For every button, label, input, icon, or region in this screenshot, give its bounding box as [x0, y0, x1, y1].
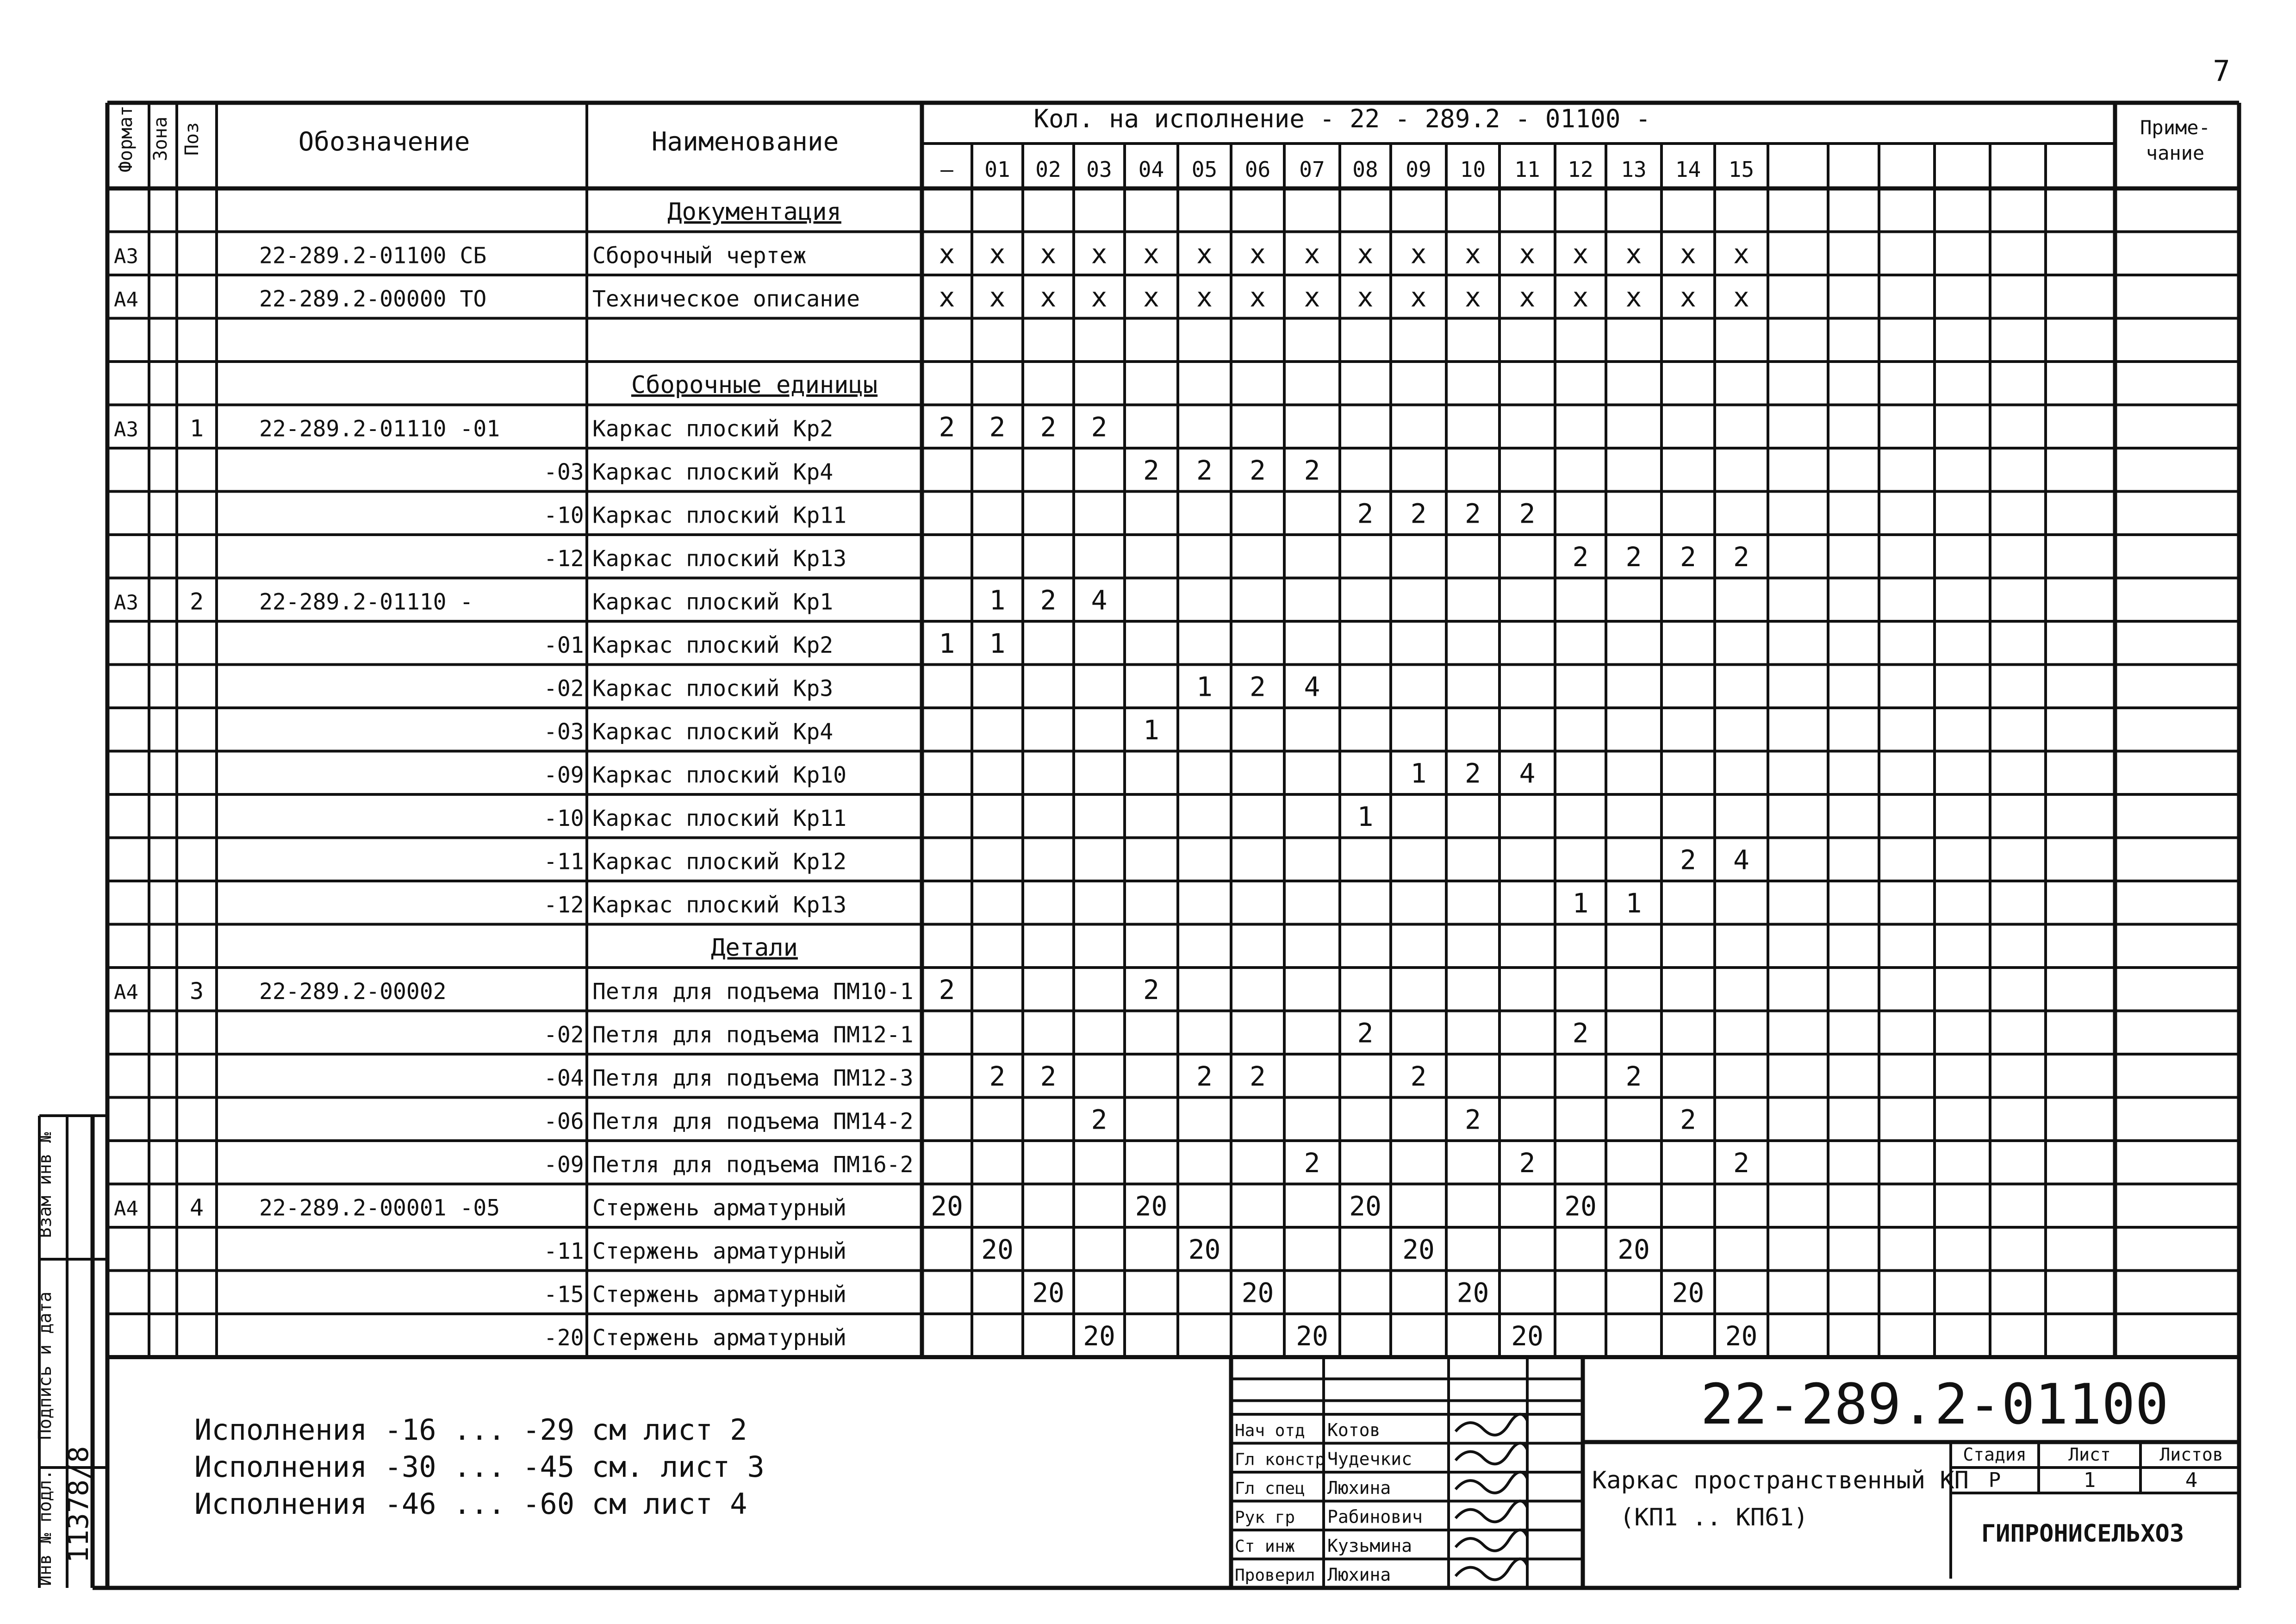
quantity-cell: 1	[1143, 714, 1159, 746]
side-stamp-inv-number: 11378/8	[62, 1446, 95, 1563]
signature-name: Люхина	[1327, 1564, 1391, 1585]
row-designation: -03	[544, 459, 584, 485]
header-pos: Поз	[181, 122, 203, 156]
organization: ГИПРОНИСЕЛЬХОЗ	[1981, 1520, 2184, 1548]
stage-label: Стадия	[1963, 1444, 2027, 1465]
signature-name: Кузьмина	[1327, 1536, 1412, 1556]
table-row	[544, 758, 1535, 789]
applies-mark: x	[989, 238, 1006, 270]
table-row	[544, 1320, 1757, 1352]
table-row	[711, 934, 798, 962]
page-number: 7	[2213, 54, 2230, 88]
table-body	[114, 198, 1757, 1352]
quantity-cell: 2	[1143, 974, 1159, 1006]
row-name: Петля для подъема ПМ10-1	[592, 979, 914, 1005]
header-name: Наименование	[651, 127, 839, 157]
quantity-cell: 2	[1625, 541, 1642, 573]
quantity-cell: 2	[1680, 1104, 1696, 1136]
applies-mark: x	[1304, 281, 1320, 313]
applies-mark: x	[1519, 238, 1536, 270]
quantity-cell: 2	[1040, 411, 1057, 443]
quantity-cell: 20	[1241, 1277, 1274, 1309]
table-row	[544, 455, 1320, 486]
table-row	[631, 371, 877, 399]
row-designation: -11	[544, 849, 584, 875]
note-line-3: Исполнения -46 ... -60 см лист 4	[194, 1487, 747, 1521]
row-name: Каркас плоский Кр4	[592, 719, 834, 745]
quantity-cell: 2	[1410, 1061, 1427, 1092]
signature-scribble	[1456, 1559, 1527, 1580]
table-row	[114, 585, 1107, 616]
table-row	[544, 1104, 1696, 1136]
row-name: Каркас плоский Кр2	[592, 632, 834, 658]
quantity-cell: 20	[1402, 1234, 1435, 1265]
row-designation: 22-289.2-00002	[259, 979, 447, 1005]
row-position: 4	[189, 1194, 204, 1221]
quantity-cell: 1	[1625, 887, 1642, 919]
applies-mark: x	[1733, 281, 1749, 313]
table-row	[544, 1061, 1642, 1092]
table-row	[114, 238, 1749, 270]
row-name: Сборочный чертеж	[592, 243, 807, 269]
row-position: 2	[189, 588, 204, 615]
header-zone: Зона	[150, 116, 171, 162]
signature-scribble	[1456, 1414, 1527, 1435]
row-designation: -02	[544, 1022, 584, 1048]
row-format: А3	[114, 591, 138, 615]
header	[115, 54, 2230, 172]
variant-label: 12	[1568, 157, 1593, 182]
sheets-label: Листов	[2159, 1444, 2223, 1465]
variant-label: 02	[1035, 157, 1061, 182]
row-name: Петля для подъема ПМ14-2	[592, 1108, 914, 1135]
applies-mark: x	[1304, 238, 1320, 270]
row-designation: -12	[544, 892, 584, 918]
quantity-cell: 20	[1349, 1190, 1381, 1222]
quantity-cell: 2	[1465, 757, 1481, 789]
quantity-cell: 2	[1357, 1017, 1374, 1049]
variant-label: 13	[1621, 157, 1647, 182]
quantity-cell: 1	[1410, 757, 1427, 789]
row-designation: 22-289.2-00001 -05	[259, 1195, 500, 1221]
quantity-cell: 20	[1296, 1320, 1328, 1352]
quantity-cell: 2	[1304, 1147, 1320, 1179]
quantity-cell: 1	[989, 584, 1006, 616]
quantity-cell: 20	[1564, 1190, 1597, 1222]
row-name: Каркас плоский Кр4	[592, 459, 834, 485]
quantity-cell: 2	[1680, 541, 1696, 573]
quantity-cell: 2	[1519, 1147, 1536, 1179]
table-row	[544, 671, 1320, 703]
table-row	[544, 1234, 1650, 1265]
signature-role: Проверил	[1235, 1566, 1315, 1585]
table-row	[544, 801, 1373, 832]
variant-label: 09	[1406, 157, 1431, 182]
quantity-cell: 2	[1733, 541, 1749, 573]
row-format: А4	[114, 981, 138, 1004]
row-format: А3	[114, 418, 138, 442]
signature-name: Котов	[1327, 1420, 1381, 1440]
signature-scribble	[1456, 1530, 1527, 1551]
table-row	[544, 1018, 1588, 1049]
quantity-cell: 2	[1143, 455, 1159, 486]
applies-mark: x	[1465, 281, 1481, 313]
quantity-cell: 20	[1032, 1277, 1064, 1309]
row-format: А4	[114, 288, 138, 312]
quantity-cell: 2	[939, 411, 955, 443]
quantity-cell: 1	[1196, 671, 1213, 703]
signature-role: Гл спец	[1235, 1479, 1305, 1498]
applies-mark: x	[1733, 238, 1749, 270]
quantity-cell: 20	[1511, 1320, 1543, 1352]
note-line-2: Исполнения -30 ... -45 см. лист 3	[194, 1450, 765, 1484]
row-designation: -11	[544, 1238, 584, 1264]
quantity-cell: 2	[1250, 671, 1266, 703]
row-designation: -20	[544, 1325, 584, 1351]
quantity-cell: 2	[1680, 844, 1696, 876]
table-row	[544, 498, 1535, 530]
signature-table	[1231, 1357, 1583, 1588]
row-designation: -09	[544, 762, 584, 788]
variant-label: 03	[1086, 157, 1112, 182]
quantity-cell: 20	[981, 1234, 1014, 1265]
applies-mark: x	[1357, 238, 1374, 270]
row-name: Петля для подъема ПМ12-3	[592, 1065, 914, 1091]
applies-mark: x	[1250, 281, 1266, 313]
row-designation: -09	[544, 1152, 584, 1178]
quantity-cell: 2	[989, 411, 1006, 443]
variant-label: 10	[1460, 157, 1486, 182]
variant-label: 11	[1514, 157, 1540, 182]
applies-mark: x	[1572, 281, 1589, 313]
quantity-cell: 4	[1519, 757, 1536, 789]
header-qty-title: Кол. на исполнение - 22 - 289.2 - 01100 -	[1033, 104, 1651, 133]
row-position: 3	[189, 978, 204, 1005]
row-name: Каркас плоский Кр1	[592, 589, 834, 615]
variant-label: 07	[1299, 157, 1325, 182]
applies-mark: x	[1410, 238, 1427, 270]
doc-code: 22-289.2-01100	[1700, 1373, 2169, 1437]
applies-mark: x	[1196, 281, 1213, 313]
quantity-cell: 20	[1135, 1190, 1168, 1222]
row-designation: -12	[544, 546, 584, 572]
quantity-cell: 2	[989, 1061, 1006, 1092]
quantity-cell: 4	[1733, 844, 1749, 876]
applies-mark: x	[939, 238, 955, 270]
quantity-cell: 2	[1465, 498, 1481, 530]
sheet-label: Лист	[2068, 1444, 2111, 1465]
quantity-cell: 2	[1196, 455, 1213, 486]
row-designation: -04	[544, 1065, 584, 1091]
applies-mark: x	[1572, 238, 1589, 270]
quantity-cell: 2	[1250, 455, 1266, 486]
variant-label: 04	[1138, 157, 1164, 182]
quantity-cell: 20	[1188, 1234, 1221, 1265]
variant-label: 06	[1244, 157, 1271, 182]
signature-name: Чудечкис	[1327, 1449, 1412, 1469]
applies-mark: x	[1625, 281, 1642, 313]
applies-mark: x	[1091, 238, 1108, 270]
row-format: А4	[114, 1197, 138, 1221]
signature-name: Рабинович	[1327, 1506, 1423, 1527]
quantity-cell: 2	[1304, 455, 1320, 486]
signature-scribble	[1456, 1501, 1527, 1522]
variant-label: —	[940, 157, 953, 182]
quantity-cell: 2	[939, 974, 955, 1006]
header-note-line1: Приме-	[2140, 116, 2210, 139]
quantity-cell: 2	[1572, 1017, 1589, 1049]
table-row	[114, 1191, 1597, 1222]
row-name: Петля для подъема ПМ12-1	[592, 1022, 914, 1048]
quantity-cell: 2	[1196, 1061, 1213, 1092]
row-name: Стержень арматурный	[592, 1281, 847, 1308]
table-row	[544, 887, 1642, 919]
quantity-cell: 20	[1456, 1277, 1489, 1309]
side-stamp-label-replace: Взам инв №	[35, 1132, 55, 1238]
applies-mark: x	[1680, 281, 1696, 313]
side-stamp	[35, 1132, 95, 1586]
row-name: Каркас плоский Кр13	[592, 892, 847, 918]
quantity-cell: 20	[1083, 1320, 1115, 1352]
table-row	[667, 198, 841, 226]
table-row	[544, 541, 1749, 573]
signature-scribble	[1456, 1443, 1527, 1464]
sheet-value: 1	[2083, 1468, 2096, 1492]
variant-label: 14	[1675, 157, 1701, 182]
row-name: Каркас плоский Кр11	[592, 502, 847, 529]
quantity-cell: 1	[1357, 801, 1374, 832]
header-note-line2: чание	[2146, 142, 2205, 164]
quantity-cell: 2	[1040, 584, 1057, 616]
applies-mark: x	[1091, 281, 1108, 313]
quantity-cell: 4	[1304, 671, 1320, 703]
quantity-cell: 4	[1091, 584, 1108, 616]
variant-header-row	[940, 157, 1754, 182]
table-row	[114, 412, 1107, 443]
table-row	[544, 844, 1749, 876]
quantity-cell: 20	[1672, 1277, 1705, 1309]
row-designation: -02	[544, 675, 584, 702]
section-heading: Сборочные единицы	[631, 371, 878, 399]
table-row	[544, 628, 1005, 659]
row-designation: 22-289.2-01100 СБ	[259, 243, 487, 269]
variant-label: 05	[1191, 157, 1218, 182]
quantity-cell: 2	[1357, 498, 1374, 530]
row-name: Каркас плоский Кр3	[592, 675, 834, 702]
row-name: Каркас плоский Кр2	[592, 416, 834, 442]
quantity-cell: 1	[939, 628, 955, 659]
row-designation: 22-289.2-01110 -	[259, 589, 473, 615]
row-name: Каркас плоский Кр12	[592, 849, 847, 875]
header-format: Формат	[115, 105, 137, 173]
table-row	[544, 1147, 1749, 1179]
applies-mark: x	[1680, 238, 1696, 270]
note-line-1: Исполнения -16 ... -29 см лист 2	[194, 1413, 747, 1447]
quantity-cell: 20	[1618, 1234, 1650, 1265]
row-designation: -15	[544, 1281, 584, 1308]
signature-role: Нач отд	[1235, 1421, 1305, 1440]
doc-subtitle: (КП1 .. КП61)	[1620, 1504, 1808, 1531]
row-position: 1	[189, 415, 204, 442]
applies-mark: x	[1410, 281, 1427, 313]
quantity-cell: 1	[1572, 887, 1589, 919]
row-name: Техническое описание	[592, 286, 860, 312]
row-name: Каркас плоский Кр11	[592, 806, 847, 831]
section-heading: Детали	[711, 934, 798, 962]
quantity-cell: 20	[1725, 1320, 1758, 1352]
table-row	[114, 974, 1159, 1006]
applies-mark: x	[989, 281, 1006, 313]
row-designation: -06	[544, 1108, 584, 1135]
variant-label: 08	[1352, 157, 1378, 182]
table-row	[544, 714, 1159, 746]
variant-label: 01	[984, 157, 1010, 182]
notes	[194, 1413, 765, 1521]
applies-mark: x	[1040, 281, 1057, 313]
quantity-cell: 2	[1091, 1104, 1108, 1136]
quantity-cell: 2	[1040, 1061, 1057, 1092]
quantity-cell: 2	[1250, 1061, 1266, 1092]
quantity-cell: 2	[1519, 498, 1536, 530]
quantity-cell: 2	[1465, 1104, 1481, 1136]
row-designation: -01	[544, 632, 584, 658]
signature-role: Гл констр	[1235, 1450, 1325, 1469]
signature-role: Ст инж	[1235, 1537, 1295, 1556]
quantity-cell: 2	[1733, 1147, 1749, 1179]
row-name: Стержень арматурный	[592, 1325, 847, 1351]
row-designation: -10	[544, 806, 584, 831]
row-name: Каркас плоский Кр13	[592, 546, 847, 572]
quantity-cell: 2	[1091, 411, 1108, 443]
row-name: Петля для подъема ПМ16-2	[592, 1152, 914, 1178]
applies-mark: x	[1519, 281, 1536, 313]
signature-name: Люхина	[1327, 1478, 1391, 1498]
quantity-cell: 2	[1410, 498, 1427, 530]
doc-title: Каркас пространственный КП	[1592, 1467, 1969, 1494]
row-designation: -10	[544, 502, 584, 529]
applies-mark: x	[1357, 281, 1374, 313]
signature-scribble	[1456, 1472, 1527, 1493]
applies-mark: x	[939, 281, 955, 313]
table-row	[114, 281, 1749, 313]
signature-role: Рук гр	[1235, 1508, 1295, 1527]
quantity-cell: 20	[931, 1190, 963, 1222]
row-format: А3	[114, 244, 138, 269]
row-name: Стержень арматурный	[592, 1195, 847, 1221]
row-designation: 22-289.2-00000 ТО	[259, 286, 487, 312]
applies-mark: x	[1465, 238, 1481, 270]
row-name: Стержень арматурный	[592, 1238, 847, 1264]
grid-lines	[39, 103, 2239, 1588]
sheets-value: 4	[2185, 1468, 2198, 1492]
applies-mark: x	[1625, 238, 1642, 270]
stage-value: Р	[1988, 1468, 2001, 1492]
row-designation: -03	[544, 719, 584, 745]
row-name: Каркас плоский Кр10	[592, 762, 847, 788]
quantity-cell: 1	[989, 628, 1006, 659]
applies-mark: x	[1040, 238, 1057, 270]
side-stamp-label-signature: Подпись и дата	[35, 1291, 55, 1440]
applies-mark: x	[1143, 238, 1159, 270]
row-designation: 22-289.2-01110 -01	[259, 416, 500, 442]
quantity-cell: 2	[1625, 1061, 1642, 1092]
applies-mark: x	[1196, 238, 1213, 270]
quantity-cell: 2	[1572, 541, 1589, 573]
side-stamp-label-inv: Инв № подл.	[35, 1469, 55, 1586]
applies-mark: x	[1250, 238, 1266, 270]
section-heading: Документация	[667, 198, 841, 226]
header-designation: Обозначение	[298, 127, 470, 157]
variant-label: 15	[1728, 157, 1755, 182]
applies-mark: x	[1143, 281, 1159, 313]
